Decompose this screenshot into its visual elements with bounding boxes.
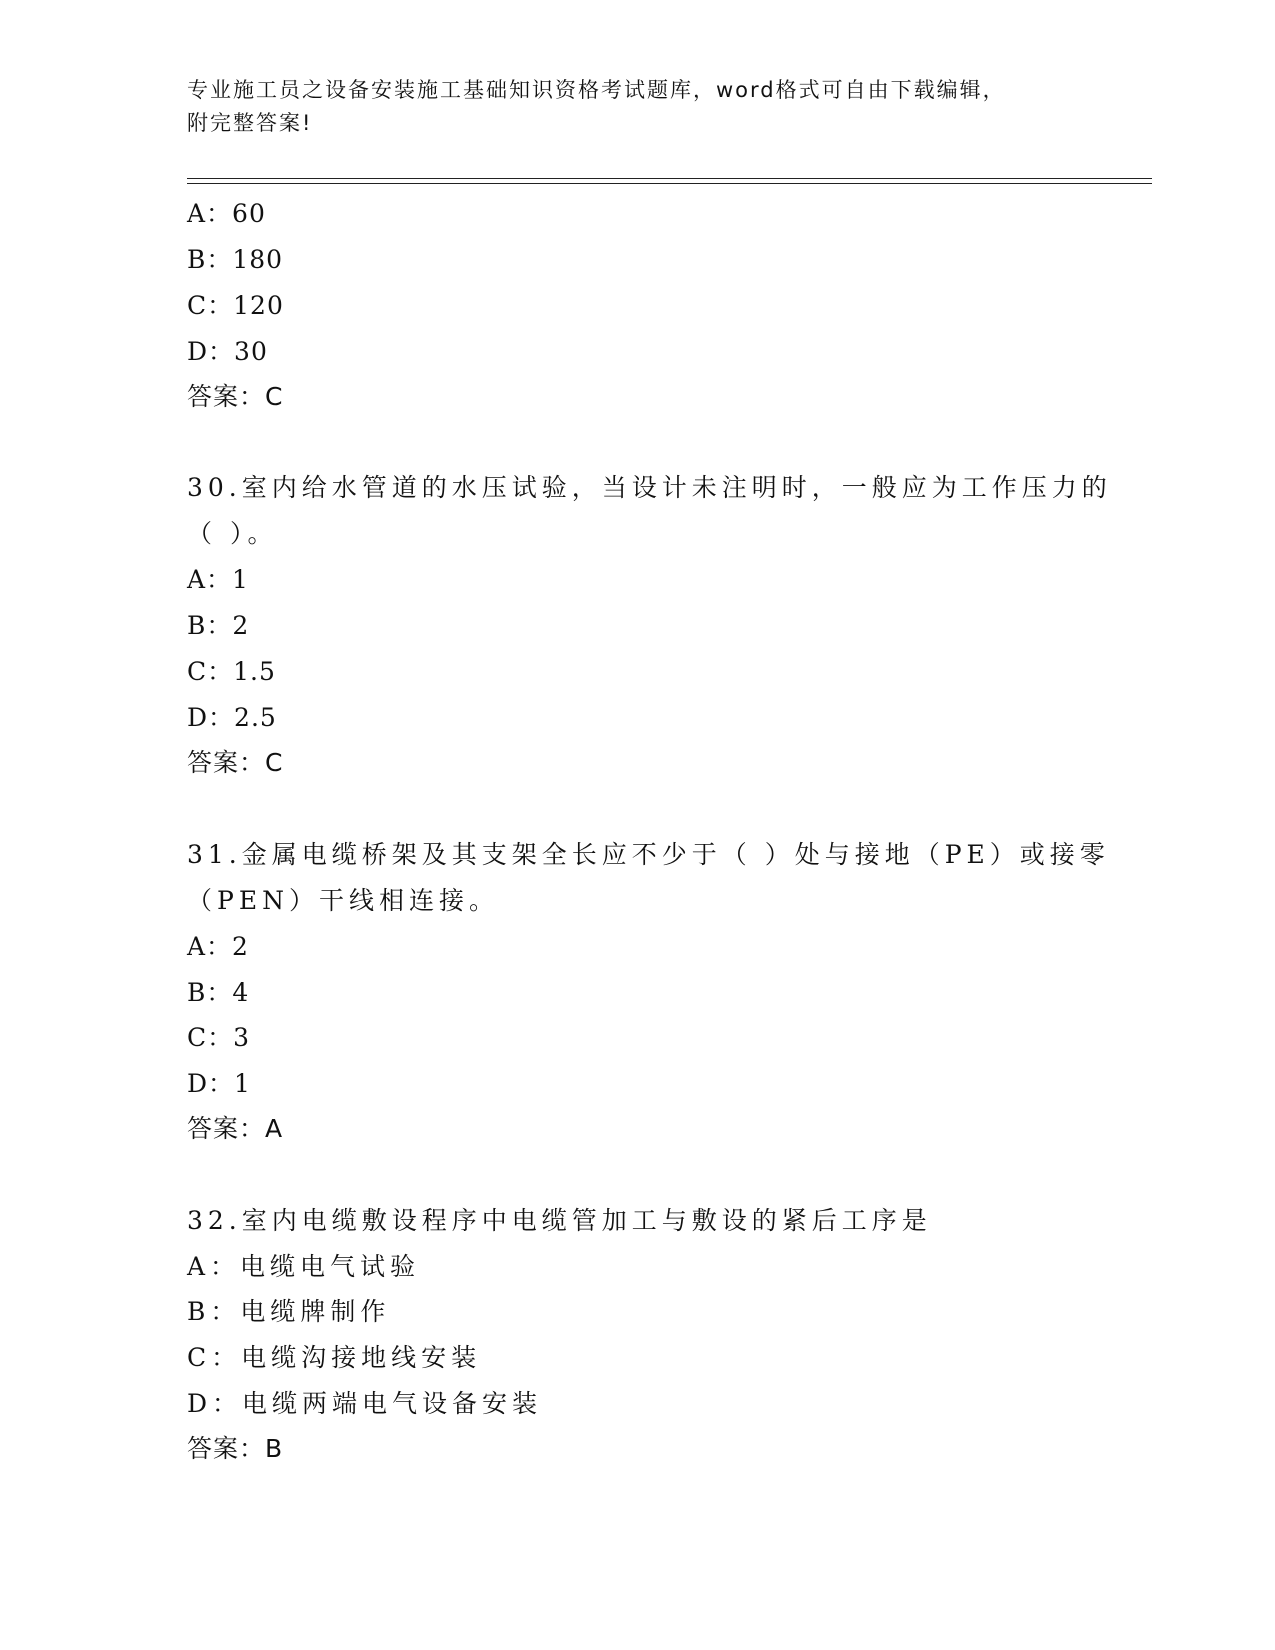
option-a: A：60 [187, 199, 266, 228]
option-d: D：30 [187, 337, 268, 366]
option-d: D：1 [187, 1069, 251, 1098]
option-b: B：2 [187, 611, 250, 640]
document-header [187, 74, 1087, 140]
header-line-2: 附完整答案! [187, 111, 313, 135]
option-b: B：4 [187, 978, 250, 1007]
option-c: C：1.5 [187, 657, 276, 686]
option-a: A：1 [187, 565, 249, 594]
header-divider-top [187, 178, 1152, 179]
header-divider-bottom [187, 183, 1152, 184]
answer: 答案：A [187, 1114, 284, 1143]
question-30-line-2: （ ）。 [187, 519, 278, 548]
option-a: A：电缆电气试验 [187, 1252, 421, 1281]
option-b: B：电缆牌制作 [187, 1297, 391, 1326]
option-d: D：2.5 [187, 703, 277, 732]
option-c: C：3 [187, 1023, 251, 1052]
answer: 答案：B [187, 1434, 284, 1463]
answer: 答案：C [187, 748, 284, 777]
question-31-line-1: 31.金属电缆桥架及其支架全长应不少于（ ）处与接地（PE）或接零 [187, 840, 1110, 869]
option-a: A：2 [187, 932, 249, 961]
option-b: B：180 [187, 245, 284, 274]
header-line-1: 专业施工员之设备安装施工基础知识资格考试题库，word格式可自由下载编辑， [187, 78, 1006, 102]
option-c: C：电缆沟接地线安装 [187, 1343, 482, 1372]
option-c: C：120 [187, 291, 284, 320]
question-32-line-1: 32.室内电缆敷设程序中电缆管加工与敷设的紧后工序是 [187, 1206, 932, 1235]
option-d: D：电缆两端电气设备安装 [187, 1389, 543, 1418]
question-30-line-1: 30.室内给水管道的水压试验，当设计未注明时，一般应为工作压力的 [187, 473, 1112, 502]
answer: 答案：C [187, 382, 284, 411]
question-31-line-2: （PEN）干线相连接。 [187, 886, 499, 915]
